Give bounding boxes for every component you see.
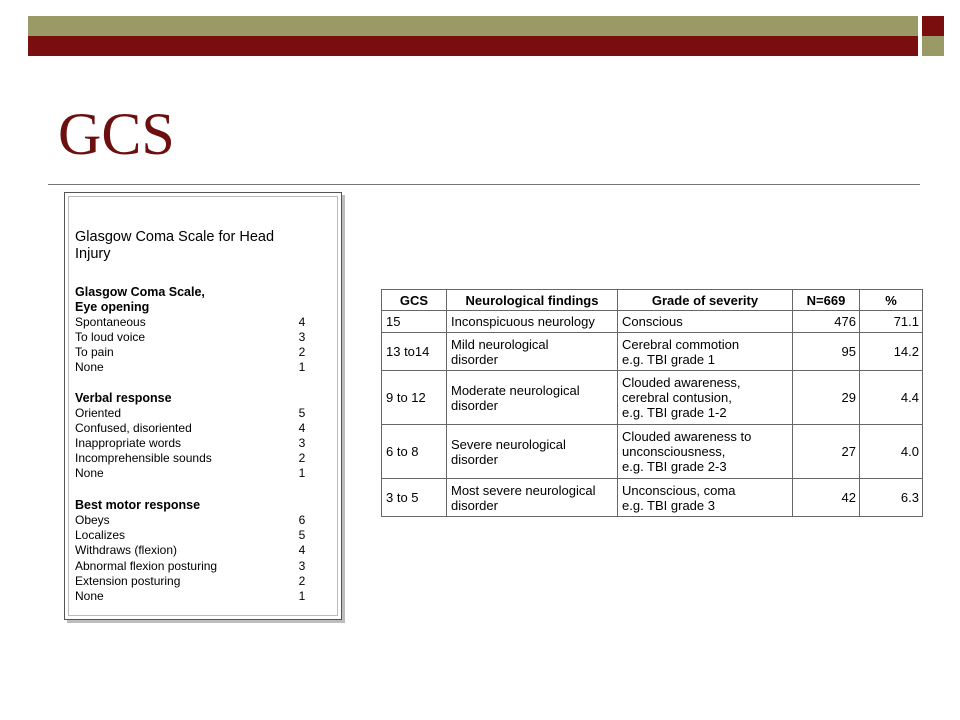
bar-olive-strip [28,16,918,36]
cell-findings: Inconspicuous neurology [447,311,618,333]
scale-row [75,559,311,574]
cell-severity: Conscious [618,311,793,333]
row-label: Localizes [75,528,126,542]
cell-n: 27 [793,425,860,479]
row-label: Obeys [75,513,110,527]
scale-row [75,589,311,604]
table-row [382,333,923,371]
cell-findings: Most severe neurological disorder [447,479,618,517]
table-header-row [382,290,923,311]
scale-row [75,466,311,481]
header-n: N=669 [793,290,860,311]
scale-row [75,451,311,466]
scale-row [75,528,311,543]
scale-row [75,513,311,528]
scale-row [75,315,311,330]
cell-severity: Clouded awareness, cerebral contusion, e.g. TBI grade 1-2 [618,371,793,425]
header-severity: Grade of severity [618,290,793,311]
cell-findings: Severe neurological disorder [447,425,618,479]
scale-row [75,421,311,436]
cell-gcs: 9 to 12 [382,371,447,425]
title-divider [48,184,920,185]
row-score: 4 [298,543,306,557]
section-title-eye: Glasgow Coma Scale, Eye opening [75,285,205,314]
cell-percent: 4.4 [860,371,923,425]
cell-percent: 71.1 [860,311,923,333]
row-label: None [75,589,104,603]
gcs-scale-panel [64,192,342,620]
row-score: 2 [298,345,306,359]
severity-table [381,289,923,517]
cell-percent: 4.0 [860,425,923,479]
row-label: Inappropriate words [75,436,182,450]
row-score: 1 [298,360,306,374]
scale-row [75,360,311,375]
row-label: None [75,466,104,480]
row-score: 1 [298,466,306,480]
bar-corner-square-olive [920,36,944,56]
cell-gcs: 3 to 5 [382,479,447,517]
section-title-motor: Best motor response [75,498,201,512]
header-percent: % [860,290,923,311]
row-score: 2 [298,451,306,465]
cell-percent: 6.3 [860,479,923,517]
row-score: 1 [298,589,306,603]
row-label: Extension posturing [75,574,181,588]
row-label: Incomprehensible sounds [75,451,212,465]
row-label: To loud voice [75,330,146,344]
cell-severity: Clouded awareness to unconsciousness, e.g. TBI grade 2-3 [618,425,793,479]
cell-n: 95 [793,333,860,371]
panel-heading: Glasgow Coma Scale for Head Injury [75,229,275,262]
row-label: Withdraws (flexion) [75,543,178,557]
cell-n: 42 [793,479,860,517]
scale-row [75,543,311,558]
row-score: 3 [298,330,306,344]
row-score: 4 [298,315,306,329]
row-label: None [75,360,104,374]
row-score: 3 [298,436,306,450]
row-label: Confused, disoriented [75,421,192,435]
cell-percent: 14.2 [860,333,923,371]
cell-severity: Cerebral commotion e.g. TBI grade 1 [618,333,793,371]
cell-findings: Mild neurological disorder [447,333,618,371]
scale-row [75,330,311,345]
cell-findings: Moderate neurological disorder [447,371,618,425]
scale-row [75,345,311,360]
scale-row [75,436,311,451]
cell-gcs: 13 to14 [382,333,447,371]
scale-row [75,574,311,589]
header-gcs: GCS [382,290,447,311]
row-score: 6 [298,513,306,527]
bar-maroon-strip [28,36,918,56]
row-score: 5 [298,528,306,542]
header-findings: Neurological findings [447,290,618,311]
row-label: Oriented [75,406,122,420]
cell-severity: Unconscious, coma e.g. TBI grade 3 [618,479,793,517]
row-score: 5 [298,406,306,420]
cell-gcs: 15 [382,311,447,333]
cell-n: 476 [793,311,860,333]
row-score: 4 [298,421,306,435]
bar-corner-square-maroon [920,16,944,36]
row-score: 2 [298,574,306,588]
slide-title: GCS [58,101,175,167]
row-label: To pain [75,345,114,359]
row-score: 3 [298,559,306,573]
scale-row [75,406,311,421]
top-decorative-bar [28,16,942,56]
table-row [382,311,923,333]
section-title-verbal: Verbal response [75,391,172,405]
table-row [382,425,923,479]
cell-n: 29 [793,371,860,425]
row-label: Spontaneous [75,315,146,329]
table-row [382,479,923,517]
row-label: Abnormal flexion posturing [75,559,218,573]
cell-gcs: 6 to 8 [382,425,447,479]
table-row [382,371,923,425]
